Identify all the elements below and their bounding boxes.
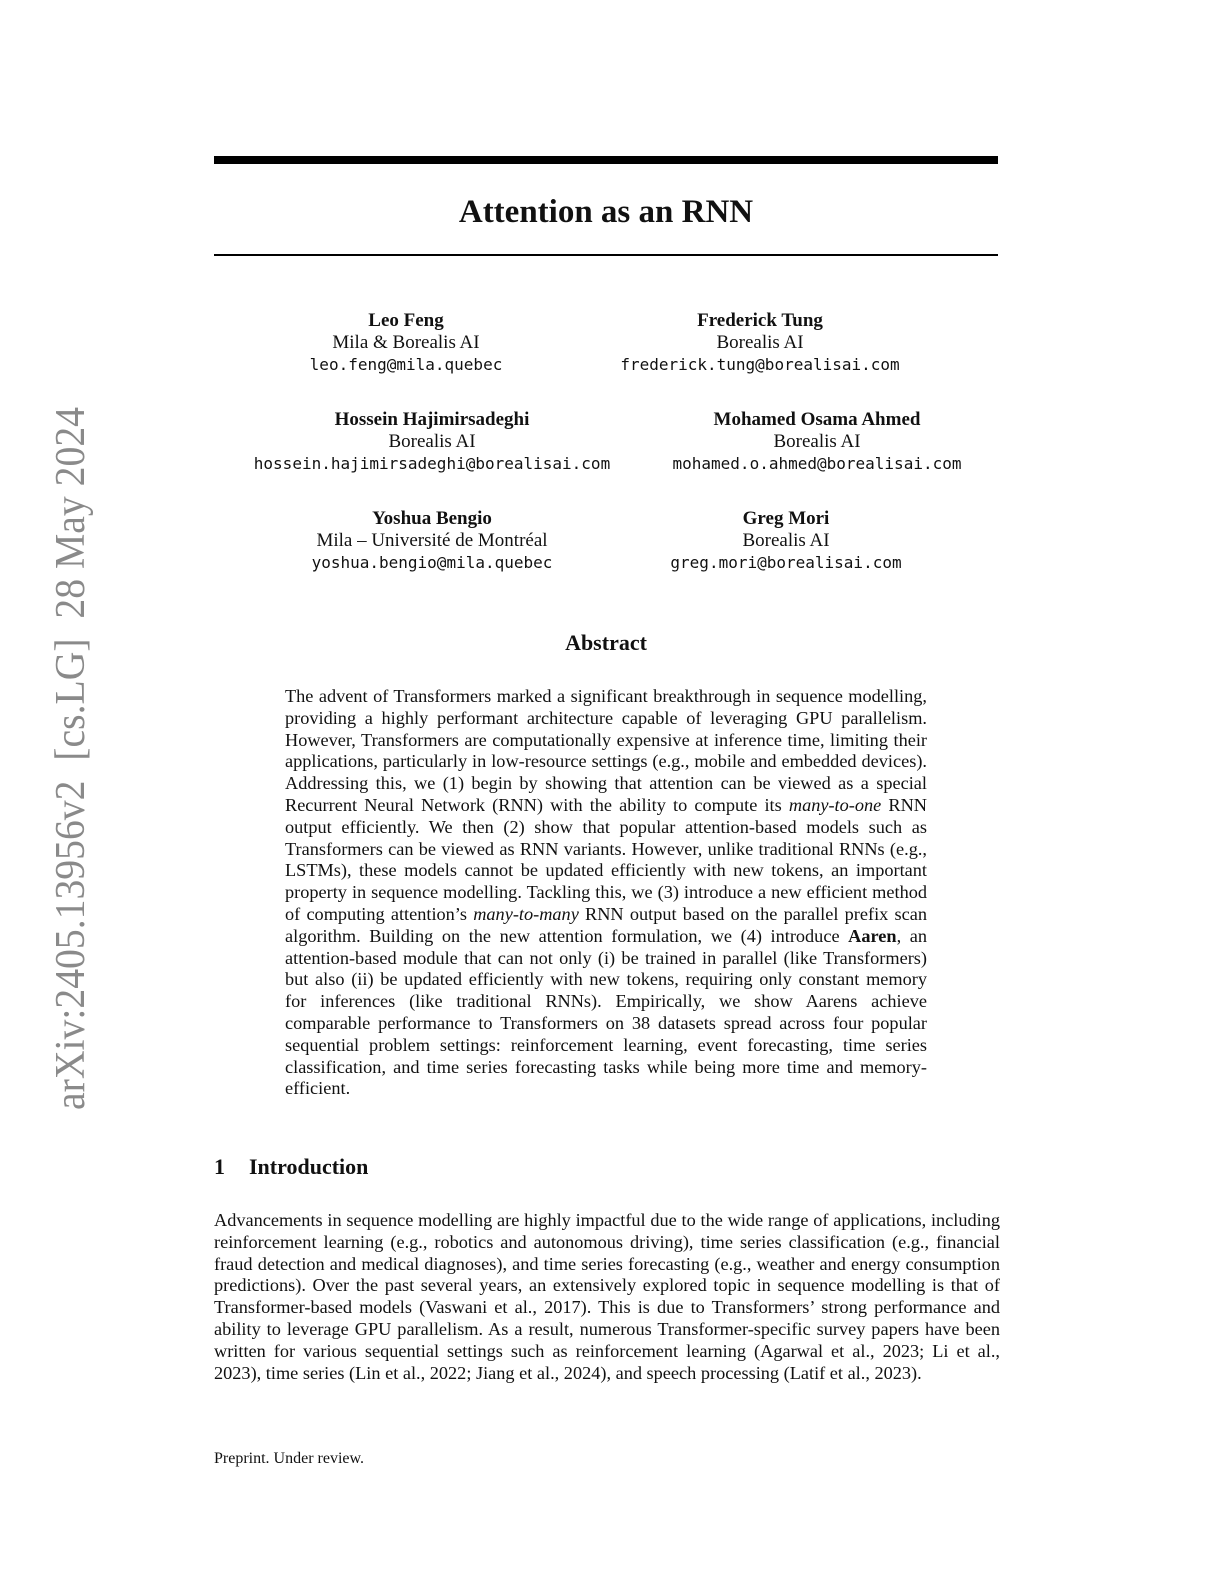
abstract-text	[285, 686, 927, 1100]
title-top-rule	[214, 156, 998, 164]
introduction-paragraph: Advancements in sequence modelling are highly impactful due to the wide range of applications, including reinforcement learning (e.g., robotics and autonomous driving), time series classification (e.g., financial fraud detection and medical diagnoses), and time series forecasting (e.g., weather and energy consumption predictions). Over the past several years, an extensively explored topic in sequence modelling is that of Transformer-based models (Vaswani et al., 2017). This is due to Transformers’ strong performance and ability to leverage GPU parallelism. As a result, numerous Transformer-specific survey papers have been written for various sequential settings such as reinforcement learning (Agarwal et al., 2023; Li et al., 2023), time series (Lin et al., 2022; Jiang et al., 2024), and speech processing (Latif et al., 2023).	[214, 1210, 1000, 1383]
footer-note: Preprint. Under review.	[214, 1450, 365, 1467]
abstract-strong: Aaren	[848, 925, 897, 946]
section-title: Introduction	[249, 1154, 369, 1179]
author-name: Greg Mori	[742, 508, 830, 529]
arxiv-identifier-stamp	[20, 405, 110, 1110]
abstract-text-run: RNN output efficiently. We then (2) show that popular attention-based models such as Transformers can be viewed as RNN variants. However, unlike traditional RNNs (e.g., LSTMs), these models cannot be updated efficiently with new tokens, an important property in sequence modelling. Tackling this, we (3) introduce a new efficient method of computing attention’s	[285, 794, 927, 924]
section-heading	[214, 1153, 368, 1181]
section-number: 1	[214, 1154, 225, 1179]
arxiv-stamp-text: arXiv:2405.13956v2 [cs.LG] 28 May 2024	[48, 405, 94, 1110]
author-block	[222, 409, 642, 475]
author-name: Leo Feng	[368, 310, 444, 331]
author-affiliation: Mila & Borealis AI	[332, 332, 480, 353]
author-name: Hossein Hajimirsadeghi	[334, 409, 530, 430]
author-email: hossein.hajimirsadeghi@borealisai.com	[253, 454, 611, 473]
author-block	[576, 508, 996, 574]
paper-title: Attention as an RNN	[458, 194, 754, 230]
author-email: greg.mori@borealisai.com	[670, 553, 902, 572]
abstract-emphasis: many-to-one	[788, 794, 882, 815]
author-name: Frederick Tung	[697, 310, 823, 331]
author-name: Mohamed Osama Ahmed	[713, 409, 921, 430]
author-affiliation: Borealis AI	[742, 530, 830, 551]
abstract-emphasis: many-to-many	[473, 903, 579, 924]
author-affiliation: Mila – Université de Montréal	[316, 530, 548, 551]
abstract-heading: Abstract	[565, 630, 647, 655]
author-email: frederick.tung@borealisai.com	[620, 355, 900, 374]
abstract-text-run: , an attention-based module that can not only (i) be trained in parallel (like Transformers) but also (ii) be updated efficiently with new tokens, requiring only constant memory for inferences (like traditional RNNs). Empirically, we show Aarens achieve comparable performance to Transformers on 38 datasets spread across four popular sequential problem settings: reinforcement learning, event forecasting, time series classification, and time series forecasting tasks while being more time and memory-efficient.	[285, 925, 927, 1099]
author-affiliation: Borealis AI	[388, 431, 476, 452]
abstract-text-run: RNN output based on the parallel prefix scan algorithm. Building on the new attention formulation, we (4) introduce	[285, 903, 927, 946]
abstract-text-run: The advent of Transformers marked a significant breakthrough in sequence modelling, providing a highly performant architecture capable of leveraging GPU parallelism. However, Transformers are computationally expensive at inference time, limiting their applications, particularly in low-resource settings (e.g., mobile and embedded devices). Addressing this, we (1) begin by showing that attention can be viewed as a special Recurrent Neural Network (RNN) with the ability to compute its	[285, 686, 927, 815]
author-block	[550, 310, 970, 376]
author-affiliation: Borealis AI	[773, 431, 861, 452]
title-bottom-rule	[214, 254, 998, 256]
author-email: mohamed.o.ahmed@borealisai.com	[672, 454, 962, 473]
author-affiliation: Borealis AI	[716, 332, 804, 353]
author-email: leo.feng@mila.quebec	[309, 355, 503, 374]
author-block	[607, 409, 1027, 475]
author-email: yoshua.bengio@mila.quebec	[311, 553, 553, 572]
author-name: Yoshua Bengio	[372, 508, 492, 529]
